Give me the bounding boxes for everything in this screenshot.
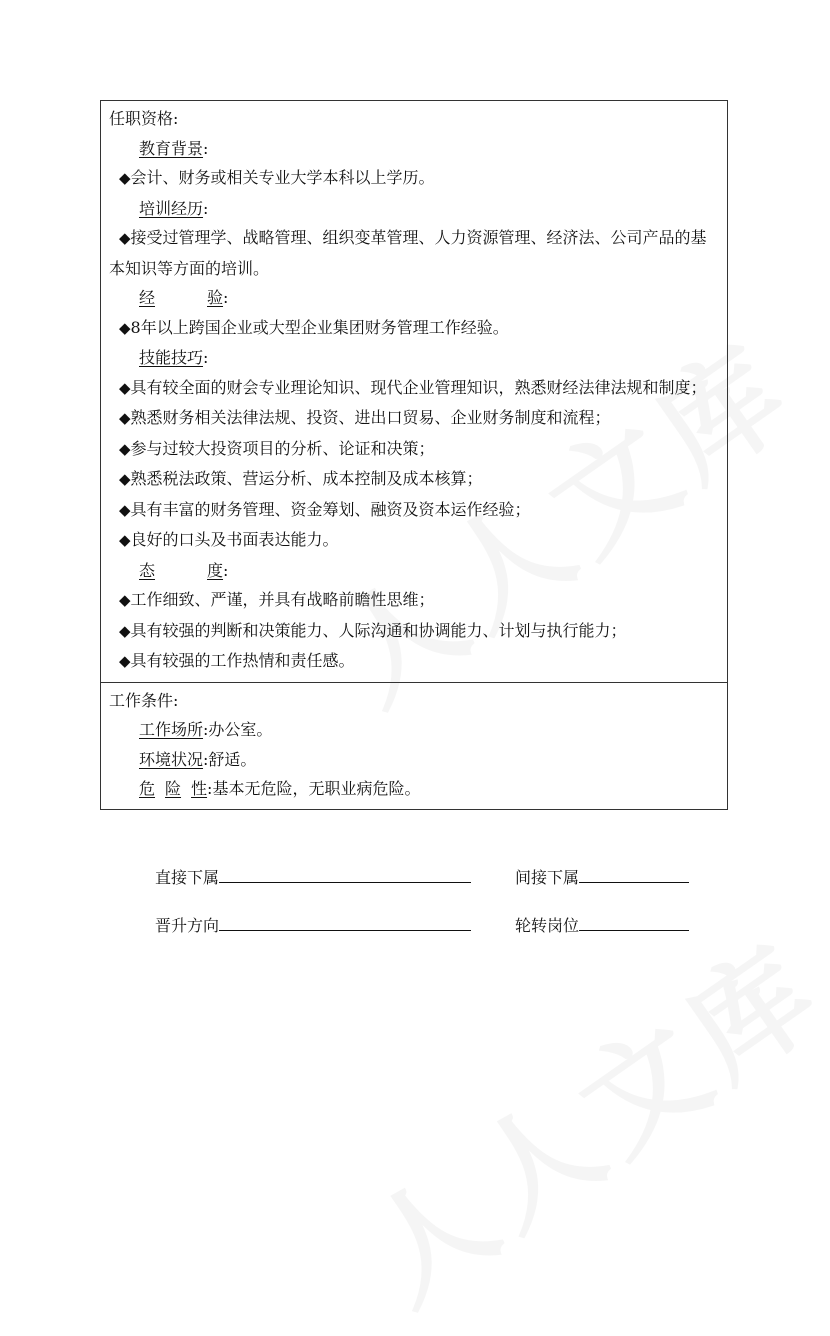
attitude-heading: 态 度: [139,560,229,580]
indirect-subordinate-label: 间接下属 [515,868,580,887]
environment [109,745,719,775]
bullet-icon: ◆ [119,169,131,187]
direct-subordinate-field[interactable] [219,864,471,883]
bullet-icon: ◆ [119,500,131,519]
job-description-table [100,100,728,810]
skills-item: ◆具有丰富的财务管理、资金筹划、融资及资本运作经验； [119,499,531,519]
conditions-row [101,682,728,809]
bullet-icon: ◆ [119,378,131,397]
work-place [109,715,719,745]
rotation-position-field[interactable] [579,912,689,931]
bullet-icon: ◆ [119,652,131,670]
hazard [109,774,719,804]
attitude-item: ◆具有较强的工作热情和责任感。 [119,651,355,670]
skills-label: 技能技巧 [139,348,204,367]
experience-item: ◆8年以上跨国企业或大型企业集团财务管理工作经验。 [119,317,509,337]
training-label: 培训经历 [139,198,204,218]
attitude-item: ◆具有较强的判断和决策能力、人际沟通和协调能力、计划与执行能力； [119,620,627,640]
attitude-item: ◆工作细致、严谨，并具有战略前瞻性思维； [119,590,435,609]
bullet-icon: ◆ [119,318,131,337]
qualifications-row [101,101,728,683]
skills-item: ◆参与过较大投资项目的分析、论证和决策； [119,438,435,458]
subordinates-line [155,864,715,890]
promotion-direction-label: 晋升方向 [155,916,220,935]
watermark [328,896,830,1335]
bullet-icon: ◆ [119,531,131,549]
work-place-value: :办公室。 [203,720,273,739]
environment-label: 环境状况 [139,749,204,769]
education-heading: 教育背景: [139,138,209,158]
work-place-label: 工作场所 [139,720,204,739]
bullet-icon: ◆ [119,409,131,427]
hazard-label: 危 险 性 [139,779,208,798]
training-heading: 培训经历: [139,198,209,218]
bullet-icon: ◆ [119,621,131,640]
career-line [155,912,715,938]
training-item: ◆接受过管理学、战略管理、组织变革管理、人力资源管理、经济法、公司产品的基本知识等方面的培训。 [109,228,707,278]
experience-heading: 经 验: [139,288,229,307]
conditions-cell [101,682,728,809]
bullet-icon: ◆ [119,591,131,609]
education-label: 教育背景 [139,138,204,158]
skills-heading: 技能技巧: [139,348,209,367]
bullet-icon: ◆ [119,229,131,247]
skills-item: ◆具有较全面的财会专业理论知识、现代企业管理知识，熟悉财经法律法规和制度； [119,377,707,397]
skills-item: ◆熟悉税法政策、营运分析、成本控制及成本核算； [119,469,483,488]
rotation-position-label: 轮转岗位 [515,916,580,935]
qualifications-heading: 任职资格: [109,109,179,128]
indirect-subordinate-field[interactable] [579,864,689,883]
qualifications-cell [101,101,728,683]
skills-item: ◆良好的口头及书面表达能力。 [119,530,339,549]
hazard-value: :基本无危险，无职业病危险。 [207,779,421,798]
bullet-icon: ◆ [119,439,131,458]
education-item: ◆会计、财务或相关专业大学本科以上学历。 [119,168,435,187]
promotion-direction-field[interactable] [219,912,471,931]
attitude-label: 态 度 [139,560,224,580]
direct-subordinate-label: 直接下属 [155,868,220,887]
experience-label: 经 验 [139,288,224,307]
conditions-heading: 工作条件: [109,690,179,710]
bullet-icon: ◆ [119,470,131,488]
environment-value: :舒适。 [203,749,257,769]
skills-item: ◆熟悉财务相关法律法规、投资、进出口贸易、企业财务制度和流程； [119,408,611,427]
